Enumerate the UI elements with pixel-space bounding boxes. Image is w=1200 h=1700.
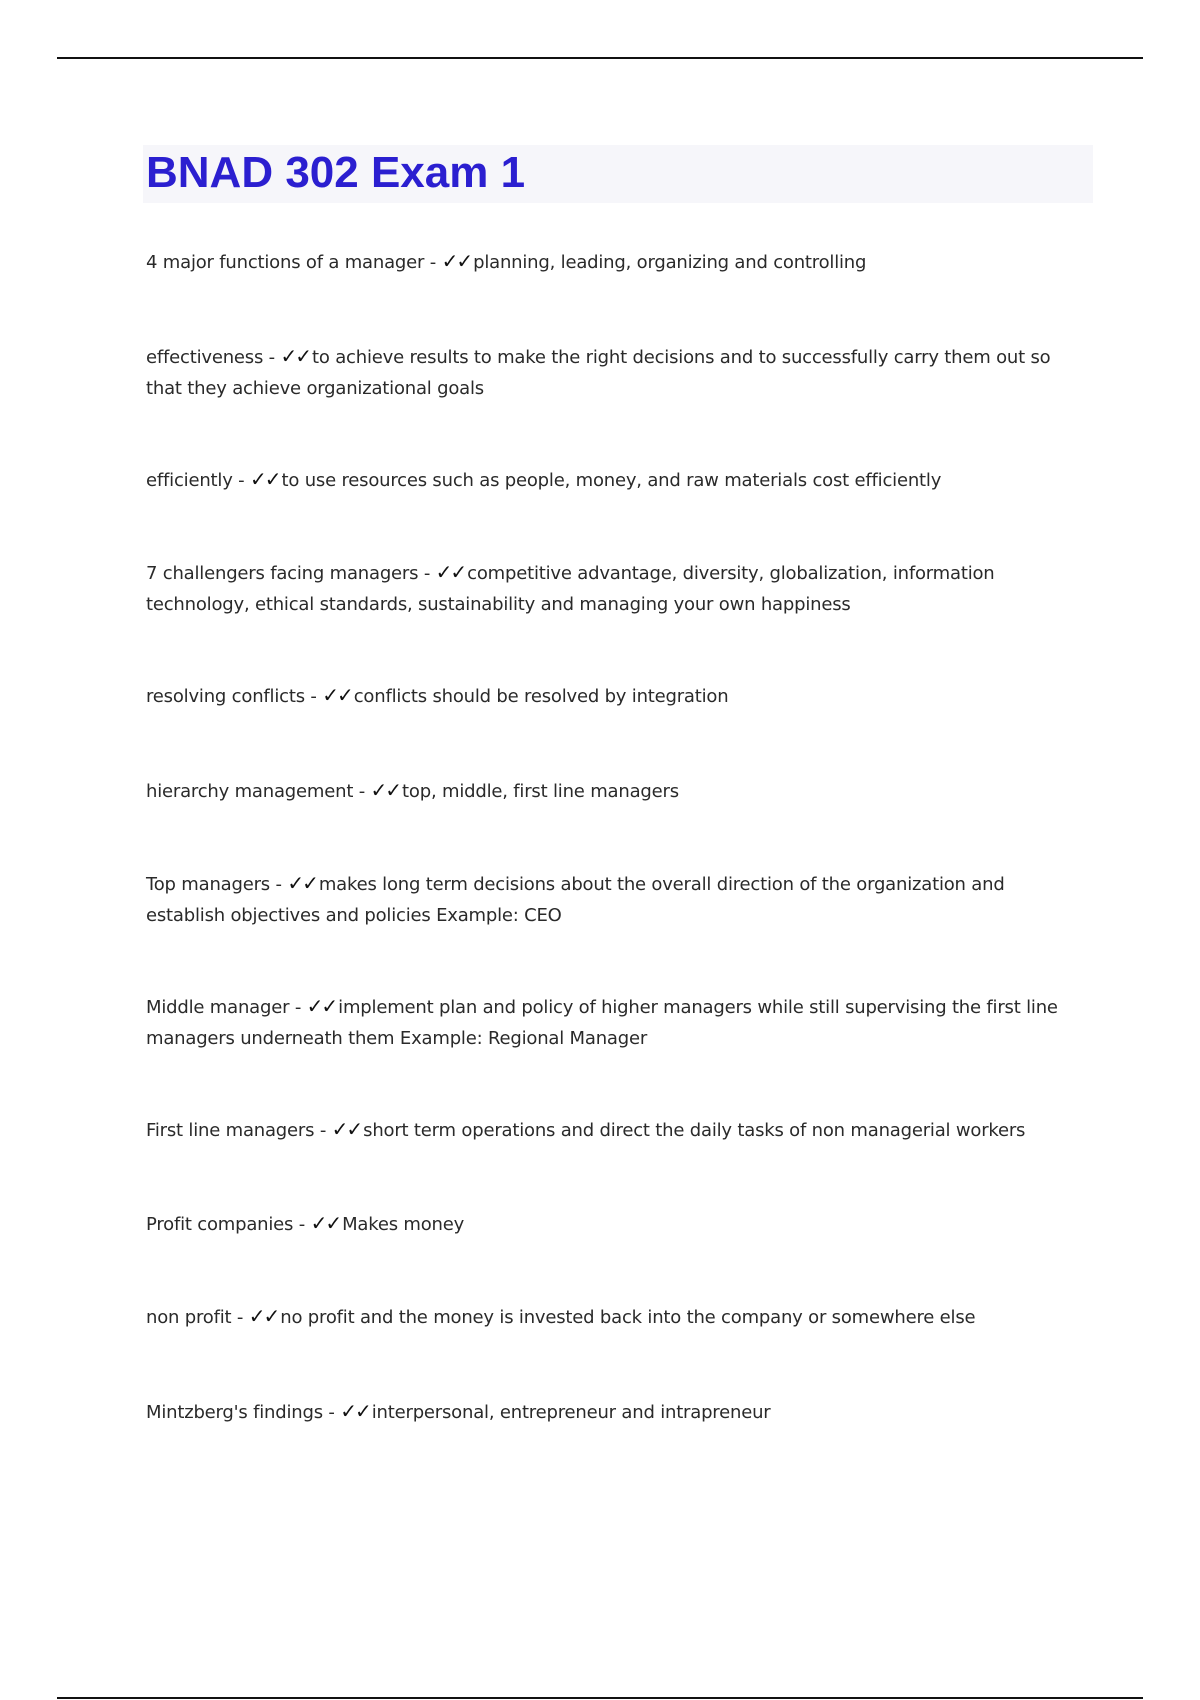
flashcard-entry — [146, 680, 1086, 712]
entry-definition: top, middle, first line managers — [402, 781, 679, 802]
entry-definition: interpersonal, entrepreneur and intrapreneur — [371, 1402, 771, 1423]
flashcard-entry — [146, 1396, 1086, 1428]
check-marks-icon: ✓✓ — [249, 467, 280, 491]
check-marks-icon: ✓✓ — [287, 871, 317, 895]
entry-separator: - — [231, 1307, 249, 1328]
entry-definition: makes long term decisions about the overall direction of the organization and establish objectives and policies Example: CEO — [146, 874, 1005, 926]
entry-term: 7 challengers facing managers — [146, 563, 419, 584]
entry-definition: no profit and the money is invested back into the company or somewhere else — [280, 1307, 976, 1328]
check-marks-icon: ✓✓ — [310, 1211, 341, 1235]
entry-term: hierarchy management — [146, 781, 354, 802]
flashcard-entry — [146, 991, 1086, 1054]
entry-definition: planning, leading, organizing and controlling — [473, 252, 867, 273]
entry-definition: implement plan and policy of higher managers while still supervising the first line managers underneath them Example: Regional Manager — [146, 997, 1058, 1049]
entry-definition: to achieve results to make the right decisions and to successfully carry them out so that they achieve organizational goals — [146, 347, 1051, 399]
entry-definition: Makes money — [342, 1214, 465, 1235]
check-marks-icon: ✓✓ — [322, 683, 352, 707]
entry-definition: short term operations and direct the daily tasks of non managerial workers — [363, 1120, 1026, 1141]
entry-term: 4 major functions of a manager — [146, 252, 425, 273]
check-marks-icon: ✓✓ — [441, 249, 472, 273]
entry-term: effectiveness — [146, 347, 264, 368]
entry-separator: - — [289, 997, 307, 1018]
entry-definition: to use resources such as people, money, and raw materials cost efficiently — [281, 470, 942, 491]
entry-term: Profit companies — [146, 1214, 294, 1235]
entry-separator: - — [269, 874, 288, 895]
flashcard-entry — [146, 1301, 1086, 1333]
entry-separator: - — [304, 686, 323, 707]
entry-definition: competitive advantage, diversity, globalization, information technology, ethical standards, sustainability and managing your own happiness — [146, 563, 995, 615]
entry-term: non profit — [146, 1307, 232, 1328]
check-marks-icon: ✓✓ — [331, 1117, 362, 1141]
entry-term: Middle manager — [146, 997, 290, 1018]
entry-separator: - — [353, 781, 371, 802]
entry-term: resolving conflicts — [146, 686, 305, 707]
entry-separator: - — [322, 1402, 341, 1423]
flashcard-entry — [146, 557, 1086, 620]
flashcard-entry — [146, 341, 1086, 404]
bottom-rule — [57, 1697, 1143, 1699]
entry-separator: - — [263, 347, 281, 368]
flashcard-entry — [146, 868, 1086, 931]
top-rule — [57, 57, 1143, 59]
check-marks-icon: ✓✓ — [435, 560, 466, 584]
flashcard-entry — [146, 246, 1086, 278]
flashcard-entry — [146, 464, 1086, 496]
entry-term: efficiently — [146, 470, 233, 491]
entry-separator: - — [232, 470, 250, 491]
flashcard-entry — [146, 1114, 1086, 1146]
check-marks-icon: ✓✓ — [370, 778, 401, 802]
check-marks-icon: ✓✓ — [306, 994, 337, 1018]
entry-term: Mintzberg's findings — [146, 1402, 323, 1423]
entry-separator: - — [314, 1120, 332, 1141]
page-title: BNAD 302 Exam 1 — [146, 148, 526, 197]
flashcard-entry — [146, 1208, 1086, 1240]
entry-definition: conflicts should be resolved by integration — [353, 686, 729, 707]
check-marks-icon: ✓✓ — [280, 344, 311, 368]
check-marks-icon: ✓✓ — [340, 1399, 370, 1423]
check-marks-icon: ✓✓ — [248, 1304, 279, 1328]
entry-separator: - — [418, 563, 436, 584]
entry-separator: - — [424, 252, 442, 273]
flashcard-entry — [146, 775, 1086, 807]
entry-separator: - — [293, 1214, 311, 1235]
entry-term: First line managers — [146, 1120, 315, 1141]
entry-term: Top managers — [146, 874, 270, 895]
